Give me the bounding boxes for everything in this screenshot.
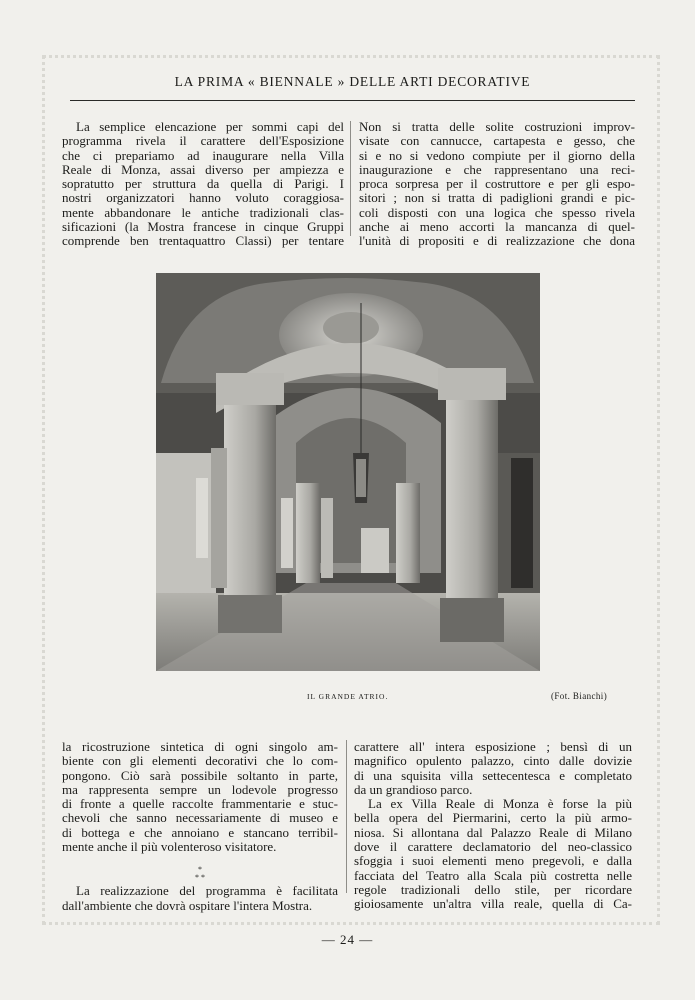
text-line: programma rivela il carattere dell'Esposizione <box>62 133 344 149</box>
figure-caption: IL GRANDE ATRIO. <box>307 692 389 701</box>
text-line: comprende ben trentaquattro Classi) per tentare <box>62 233 344 249</box>
header-rule <box>70 100 635 101</box>
text-line: di bottega e che annoiano e stancano terribil- <box>62 824 338 840</box>
text-line: Non si tratta delle solite costruzioni improv- <box>359 119 635 134</box>
bottom-right-column <box>354 740 632 912</box>
text-line: gioiosamente un'altra villa reale, quella di Ca- <box>354 896 632 912</box>
asterism <box>62 866 338 882</box>
text-line: mente abbandonare le antiche tradizionali clas- <box>62 204 344 220</box>
text-line: ma rappresenta sempre un lodevole progresso <box>62 781 338 797</box>
text-line: sopratutto per struttura da quella di Parigi. I <box>62 176 344 192</box>
column-divider-top <box>350 121 351 236</box>
text-line: nostri organizzatori hanno voluto coraggiosa- <box>62 190 344 206</box>
running-title: LA PRIMA « BIENNALE » DELLE ARTI DECORATIVE <box>174 74 531 89</box>
text-line: proca sorpresa per il costruttore e per gli espo- <box>359 176 635 192</box>
text-line: biente con gli elementi decorativi che lo com- <box>62 753 338 769</box>
top-left-column <box>62 120 344 249</box>
photo-credit: (Fot. Bianchi) <box>551 691 608 701</box>
text-line: da un grandioso parco. <box>354 781 473 797</box>
text-line: inaugurazione e che rappresentano una reci- <box>359 161 635 177</box>
text-line: bella opera del Piermarini, certo la più armo- <box>354 810 632 826</box>
text-line: pongono. Ciò sarà possibile soltanto in parte, <box>62 767 338 783</box>
top-right-column <box>359 120 635 249</box>
text-line: dove il carattere declamatorio del neo-classico <box>354 839 632 855</box>
text-line: Reale di Monza, assai diverso per ampiezza e <box>62 161 344 177</box>
text-line: coli disposti con una logica che spesso rivela <box>359 204 635 220</box>
text-line: anche ai meno accorti la mancanza di quel- <box>359 219 635 235</box>
text-line: sfoggia i suoi elementi meno pregevoli, e dalla <box>354 853 632 869</box>
text-line: l'unità di propositi e di realizzazione che dona <box>359 233 635 249</box>
text-line: carattere all' intera esposizione ; bensì di un <box>354 739 632 754</box>
text-line: facciata del Teatro alla Scala più costretta nelle <box>354 867 632 883</box>
grand-atrium-photo <box>156 273 540 671</box>
text-line: visate con cannucce, cartapesta e gesso, che <box>359 133 635 149</box>
page-number: — 24 — <box>321 932 374 947</box>
text-line: la ricostruzione sintetica di ogni singolo am- <box>62 739 338 754</box>
text-line: mente anche il più volenteroso visitatore. <box>62 839 277 855</box>
column-divider-bottom <box>346 740 347 893</box>
text-line: chevoli che sanno necessariamente di museo e <box>62 810 338 826</box>
text-line: magnifico opulento palazzo, cinto dalle dovizie <box>354 753 632 769</box>
text-line: sificazioni (la Mostra francese in cinque Gruppi <box>62 219 344 235</box>
text-line: sitori ; non si tratta di padiglioni grandi e pic- <box>359 190 635 206</box>
asterism-bottom: * * <box>195 873 205 883</box>
text-line: dall'ambiente che dovrà ospitare l'intera Mostra. <box>62 897 313 913</box>
text-line: di una squisita villa settecentesca e completato <box>354 767 632 783</box>
text-line: La realizzazione del programma è facilitata <box>76 883 338 899</box>
text-line: di fronte a quelle raccolte frammentarie e stuc- <box>62 796 338 812</box>
text-line: La ex Villa Reale di Monza è forse la più <box>368 796 632 812</box>
text-line: che ci prepariamo ad inaugurare nella Villa <box>62 147 344 163</box>
text-line: La semplice elencazione per sommi capi del <box>76 119 344 134</box>
text-line: regole tradizionali dello stile, per ricordare <box>354 881 632 897</box>
text-line: niosa. Si allontana dal Palazzo Reale di Milano <box>354 824 632 840</box>
text-line: si e no si vedono compiute per il giorno della <box>359 147 635 163</box>
asterism-top: * <box>198 865 202 875</box>
bottom-left-column <box>62 740 338 913</box>
